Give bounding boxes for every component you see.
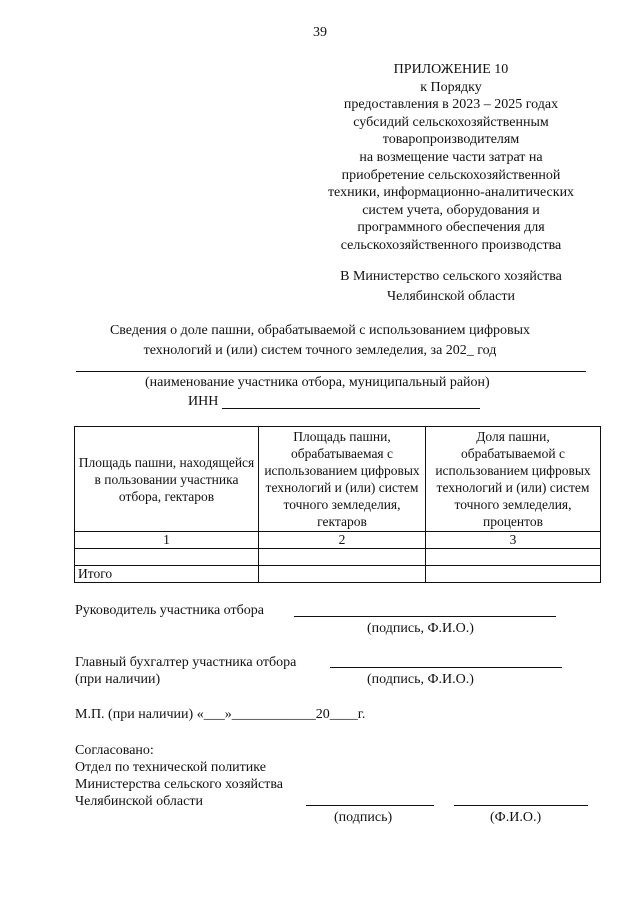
- table-header-cell: Площадь пашни, находящейся в пользовании участника отбора, гектаров: [75, 427, 259, 532]
- agreement-line: Челябинской области: [75, 794, 203, 809]
- agreement-signature-line[interactable]: [306, 805, 434, 806]
- agreement-label: Согласовано:: [75, 743, 154, 758]
- table-cell[interactable]: [259, 566, 426, 583]
- title-line: Сведения о доле пашни, обрабатываемой с использованием цифровых: [109, 323, 531, 338]
- appendix-line: субсидий сельскохозяйственным: [353, 114, 549, 130]
- appendix-line: программного обеспечения для: [357, 220, 545, 236]
- addressee-line: В Министерство сельского хозяйства: [340, 269, 562, 284]
- addressee-block: [316, 267, 586, 307]
- head-label: Руководитель участника отбора: [75, 603, 264, 618]
- appendix-line: предоставления в 2023 – 2025 годах: [343, 97, 559, 113]
- head-caption: (подпись, Ф.И.О.): [367, 621, 474, 636]
- table-total-row: [75, 566, 601, 583]
- accountant-caption: (подпись, Ф.И.О.): [367, 672, 474, 687]
- appendix-line: сельскохозяйственного производства: [340, 237, 562, 253]
- participant-name-line[interactable]: [76, 371, 586, 372]
- inn-label: ИНН: [188, 394, 219, 409]
- table-cell[interactable]: [426, 566, 601, 583]
- accountant-signature-line[interactable]: [330, 667, 562, 668]
- table-header-cell: Доля пашни, обрабатываемой с использованием цифровых технологий и (или) систем точного земледелия, процентов: [426, 427, 601, 532]
- document-title: [70, 321, 570, 361]
- agreement-line: Министерства сельского хозяйства: [75, 777, 284, 792]
- accountant-sub: (при наличии): [75, 672, 161, 687]
- agreement-sign-caption: (подпись): [334, 810, 393, 825]
- accountant-label: Главный бухгалтер участника отбора: [75, 655, 297, 670]
- head-signature-line[interactable]: [294, 616, 556, 617]
- inn-field[interactable]: [222, 408, 480, 409]
- appendix-line: на возмещение части затрат на: [359, 149, 543, 165]
- appendix-line: товаропроизводителям: [382, 132, 520, 148]
- total-label: Итого: [75, 566, 259, 583]
- agreement-line: Отдел по технической политике: [75, 760, 266, 775]
- participant-caption: (наименование участника отбора, муниципальный район): [145, 375, 490, 390]
- agreement-name-line[interactable]: [454, 805, 588, 806]
- table-header-cell: Площадь пашни, обрабатываемая с использованием цифровых технологий и (или) систем точного земледелия, гектаров: [259, 427, 426, 532]
- appendix-block: [326, 61, 576, 255]
- appendix-title: ПРИЛОЖЕНИЕ 10: [393, 62, 509, 77]
- appendix-line: к Порядку: [420, 79, 482, 95]
- column-number: 1: [75, 532, 259, 549]
- column-number: 3: [426, 532, 601, 549]
- table-header-row: [75, 427, 601, 532]
- stamp-date-line: М.П. (при наличии) «___»____________20____г.: [75, 707, 366, 722]
- table-row: [75, 549, 601, 566]
- title-line: технологий и (или) систем точного земледелия, за 202_ год: [143, 343, 497, 358]
- appendix-line: систем учета, оборудования и: [362, 202, 540, 218]
- data-table: [74, 426, 601, 583]
- agreement-name-caption: (Ф.И.О.): [490, 810, 542, 825]
- table-number-row: [75, 532, 601, 549]
- table-cell[interactable]: [259, 549, 426, 566]
- table-cell[interactable]: [75, 549, 259, 566]
- appendix-line: приобретение сельскохозяйственной: [341, 167, 561, 183]
- table-cell[interactable]: [426, 549, 601, 566]
- column-number: 2: [259, 532, 426, 549]
- addressee-line: Челябинской области: [387, 289, 515, 304]
- appendix-line: техники, информационно-аналитических: [327, 185, 575, 201]
- page-number: 39: [313, 25, 327, 40]
